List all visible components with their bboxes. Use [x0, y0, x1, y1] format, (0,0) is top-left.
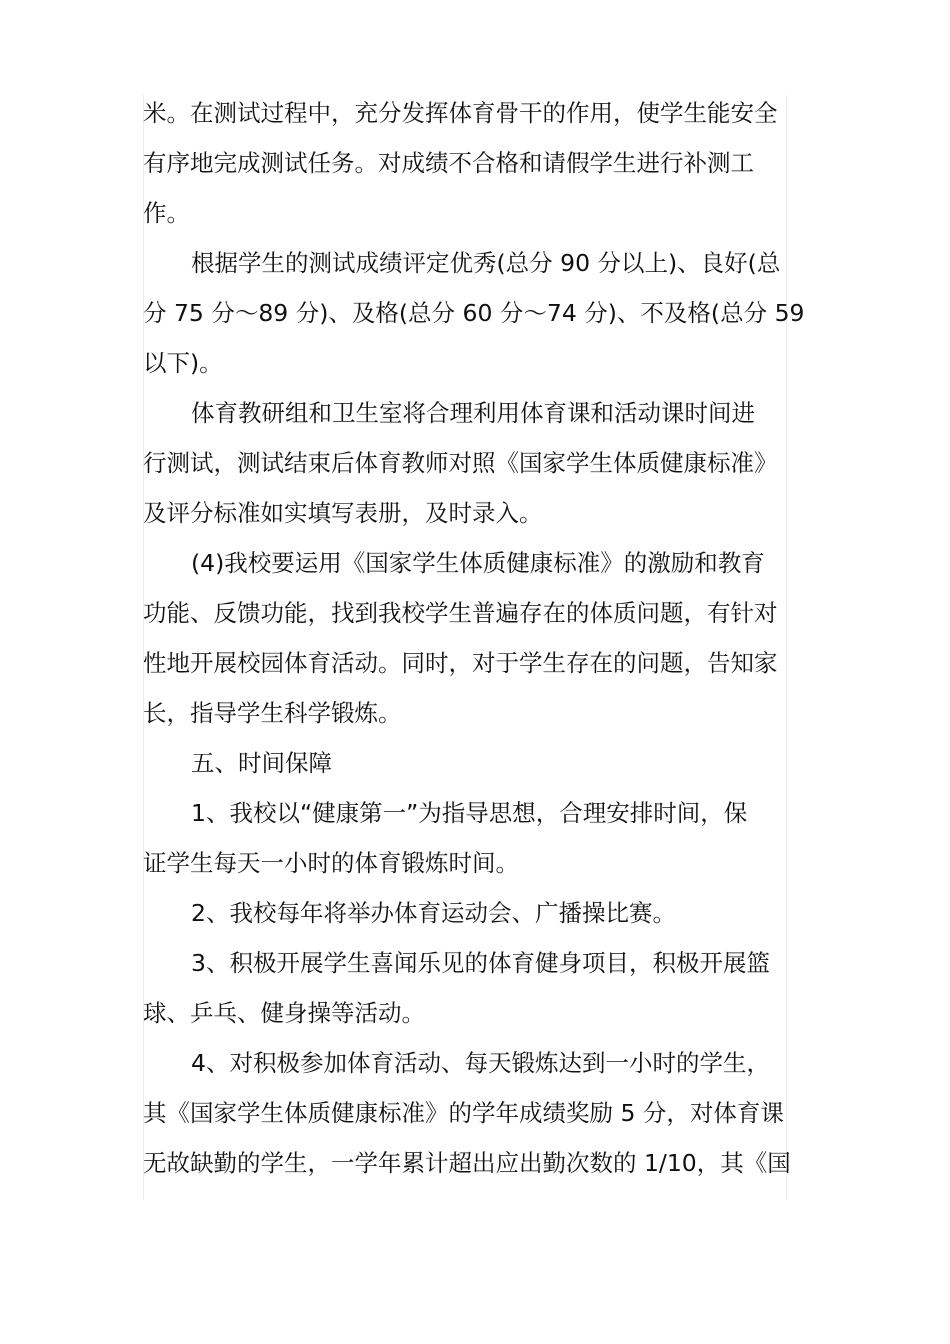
text-line: 性地开展校园体育活动。同时，对于学生存在的问题，告知家 [143, 649, 778, 677]
text-line: 球、乒乓、健身操等活动。 [143, 999, 425, 1027]
paragraph-start-line: 体育教研组和卫生室将合理利用体育课和活动课时间进 [191, 399, 755, 427]
right-margin-guide [786, 95, 787, 1200]
text-line: 作。 [143, 199, 190, 227]
section-heading: 五、时间保障 [191, 749, 332, 777]
text-line: 行测试，测试结束后体育教师对照《国家学生体质健康标准》 [143, 449, 778, 477]
text-line: 证学生每天一小时的体育锻炼时间。 [143, 849, 519, 877]
text-line: 米。在测试过程中，充分发挥体育骨干的作用，使学生能安全 [143, 99, 778, 127]
paragraph-start-line: 1、我校以“健康第一”为指导思想，合理安排时间，保 [191, 799, 748, 827]
paragraph-start-line: 根据学生的测试成绩评定优秀(总分 90 分以上)、良好(总 [191, 249, 781, 277]
text-line: 长，指导学生科学锻炼。 [143, 699, 402, 727]
paragraph-start-line: (4)我校要运用《国家学生体质健康标准》的激励和教育 [191, 549, 765, 577]
text-line: 其《国家学生体质健康标准》的学年成绩奖励 5 分，对体育课 [143, 1099, 784, 1127]
text-line: 以下)。 [143, 349, 223, 377]
text-line: 有序地完成测试任务。对成绩不合格和请假学生进行补测工 [143, 149, 754, 177]
left-margin-guide [143, 95, 144, 1200]
paragraph-start-line: 4、对积极参加体育活动、每天锻炼达到一小时的学生， [191, 1049, 770, 1077]
text-line: 分 75 分～89 分)、及格(总分 60 分～74 分)、不及格(总分 59 [143, 299, 805, 327]
paragraph-start-line: 3、积极开展学生喜闻乐见的体育健身项目，积极开展篮 [191, 949, 770, 977]
paragraph-start-line: 2、我校每年将举办体育运动会、广播操比赛。 [191, 899, 676, 927]
text-line: 功能、反馈功能，找到我校学生普遍存在的体质问题，有针对 [143, 599, 778, 627]
text-line: 及评分标准如实填写表册，及时录入。 [143, 499, 543, 527]
text-line: 无故缺勤的学生，一学年累计超出应出勤次数的 1/10，其《国 [143, 1149, 791, 1177]
